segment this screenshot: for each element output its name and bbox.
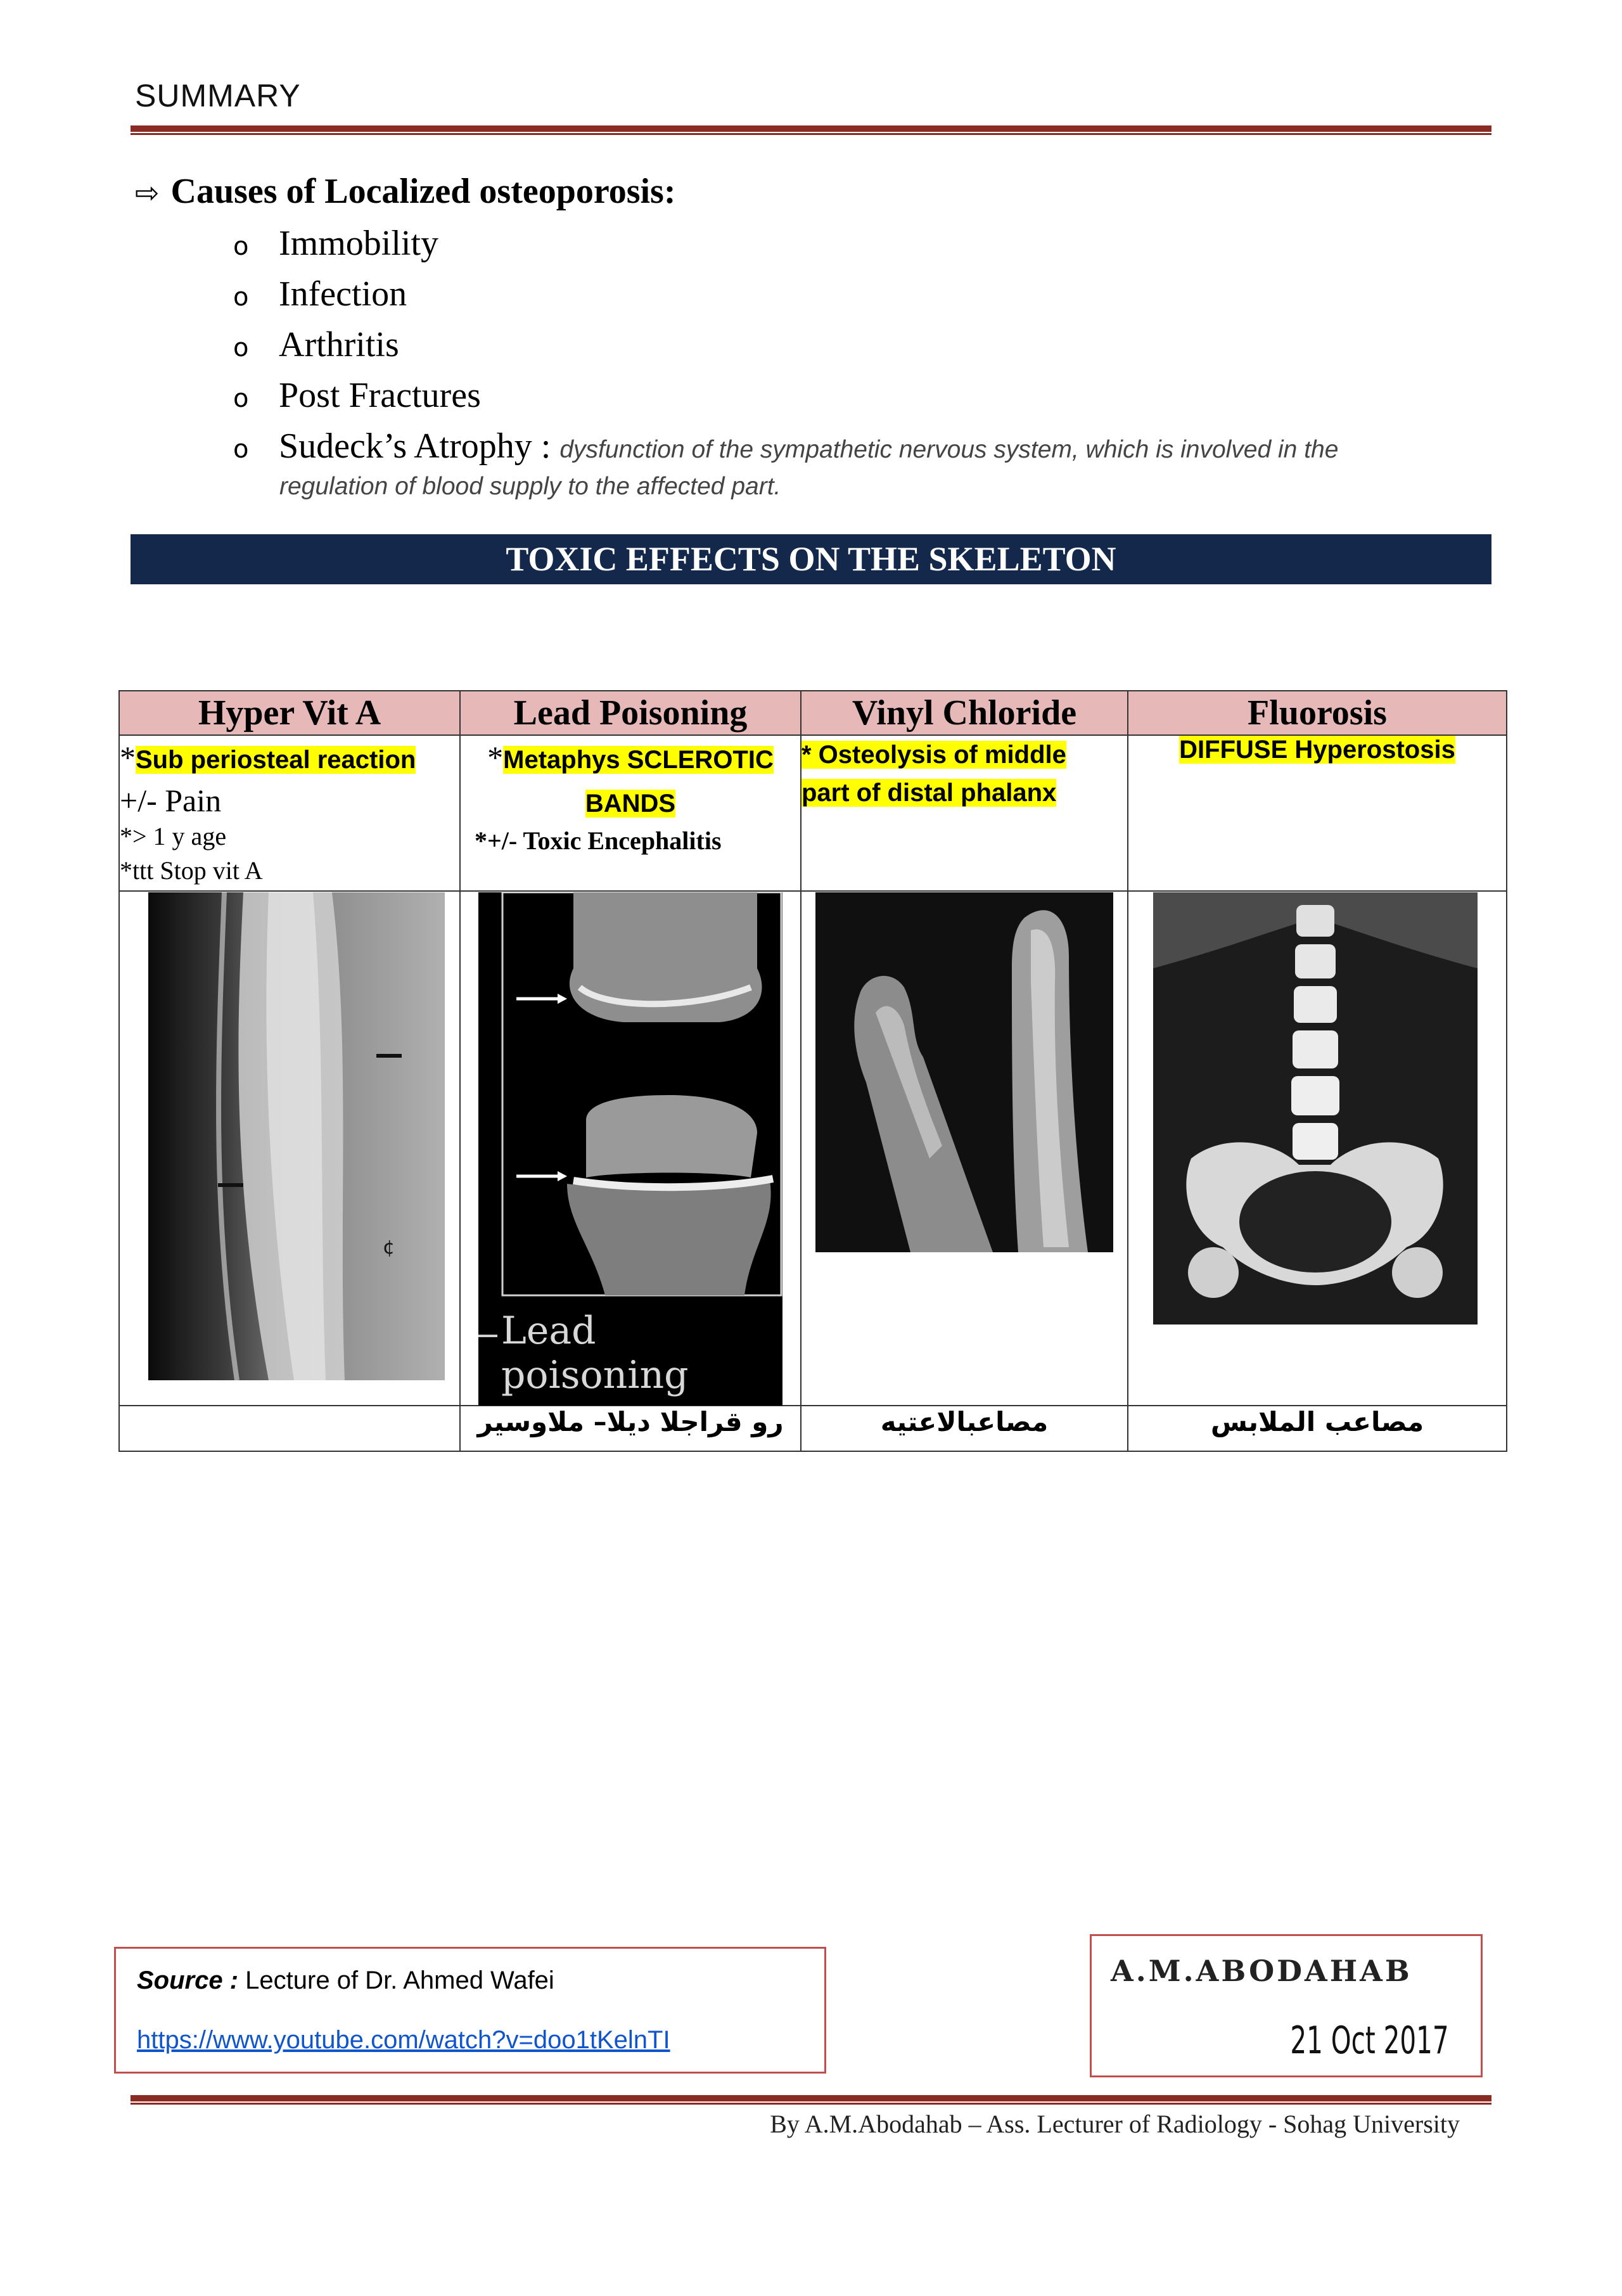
- xray-lead-poisoning: [478, 892, 782, 1406]
- cause-item: [233, 223, 438, 264]
- source-text: Lecture of Dr. Ahmed Wafei: [245, 1966, 554, 1994]
- cell-fluorosis-desc: [1128, 735, 1507, 891]
- source-box: [114, 1947, 826, 2074]
- highlight-phalanx: part of distal phalanx: [801, 779, 1057, 807]
- cause-item-text: Infection: [279, 274, 407, 314]
- sudeck-description-cont: regulation of blood supply to the affected part.: [279, 473, 781, 500]
- header-rule-thin: [131, 133, 1491, 135]
- bullet-icon: o: [233, 232, 249, 261]
- xray-vinyl-chloride: [815, 892, 1113, 1252]
- section-banner: TOXIC EFFECTS ON THE SKELETON: [131, 534, 1491, 584]
- author-box: [1090, 1934, 1483, 2077]
- asterisk: *: [487, 740, 504, 775]
- header-rule: [131, 125, 1491, 132]
- cause-item: [233, 375, 481, 416]
- lead-caption-line2: poisoning: [501, 1353, 689, 1397]
- arabic-text: مصاعب الملابس: [1210, 1406, 1424, 1437]
- source-line: [137, 1966, 554, 1995]
- highlight-osteolysis: * Osteolysis of middle: [801, 741, 1066, 769]
- source-label: Source :: [137, 1966, 239, 1994]
- bullet-icon: o: [233, 384, 249, 413]
- page-header-title: SUMMARY: [135, 78, 301, 113]
- cause-item-sudeck: [233, 426, 1338, 466]
- table-header-row: [119, 691, 1507, 735]
- encephalitis-line: *+/- Toxic Encephalitis: [475, 826, 722, 855]
- treatment-line: *ttt Stop vit A: [120, 856, 263, 885]
- header-hyper-vit-a: Hyper Vit A: [119, 691, 460, 735]
- lead-caption-line1: Lead: [501, 1309, 596, 1353]
- bullet-icon: o: [233, 333, 249, 362]
- xray-hyper-vit-a: [148, 892, 445, 1380]
- cell-arabic-2: [460, 1406, 801, 1451]
- age-line: *> 1 y age: [120, 822, 227, 850]
- header-vinyl-chloride: Vinyl Chloride: [801, 691, 1128, 735]
- cause-item-text: Post Fractures: [279, 376, 481, 415]
- causes-heading-text: Causes of Localized osteoporosis:: [170, 172, 676, 211]
- table-row-arabic: [119, 1406, 1507, 1451]
- footer-credit: By A.M.Abodahab – Ass. Lecturer of Radiology - Sohag University: [770, 2110, 1460, 2138]
- bullet-icon: o: [233, 435, 249, 464]
- causes-heading: [135, 171, 675, 212]
- arrow-right-icon: ⇨: [135, 176, 160, 210]
- header-fluorosis: Fluorosis: [1128, 691, 1507, 735]
- xray-spine-pelvis-image: [1153, 892, 1478, 1324]
- footer-rule-thin: [131, 2103, 1491, 2105]
- cause-item-text: Immobility: [279, 224, 438, 263]
- cell-arabic-3: [801, 1406, 1128, 1451]
- author-date: 21 Oct 2017: [1290, 2018, 1449, 2063]
- highlight-subperiosteal: Sub periosteal reaction: [136, 746, 416, 774]
- xray-fluorosis: [1153, 892, 1478, 1324]
- cause-item: [233, 274, 407, 314]
- sudeck-label: Sudeck’s Atrophy :: [279, 426, 551, 466]
- cause-item-text: Arthritis: [279, 325, 399, 364]
- cell-arabic-1: [119, 1406, 460, 1451]
- author-name: A.M.ABODAHAB: [1111, 1954, 1412, 1988]
- footer-rule: [131, 2095, 1491, 2101]
- bullet-icon: o: [233, 283, 249, 312]
- highlight-bands: BANDS: [585, 790, 676, 818]
- highlight-diffuse: DIFFUSE Hyperostosis: [1179, 736, 1455, 764]
- table-row-description: [119, 735, 1507, 891]
- arabic-text: رو قراجلا ديلا– ملاوسير: [477, 1406, 784, 1437]
- cell-arabic-4: [1128, 1406, 1507, 1451]
- cell-vinyl-desc: [801, 735, 1128, 891]
- cell-lead-desc: [460, 735, 801, 891]
- arabic-text: مصاعبالاعتيه: [880, 1406, 1049, 1437]
- pain-line: +/- Pain: [120, 783, 222, 818]
- header-lead-poisoning: Lead Poisoning: [460, 691, 801, 735]
- xray-phalanx-image: [815, 892, 1113, 1252]
- sudeck-description: dysfunction of the sympathetic nervous system, which is involved in the: [559, 436, 1339, 463]
- xray-knee-image: [478, 892, 782, 1406]
- cell-hyper-vit-a-desc: [119, 735, 460, 891]
- highlight-metaphys: Metaphys SCLEROTIC: [503, 746, 774, 774]
- cause-item: [233, 324, 399, 365]
- svg-text:¢: ¢: [383, 1236, 395, 1259]
- xray-femur-image: [148, 892, 445, 1380]
- source-link[interactable]: https://www.youtube.com/watch?v=doo1tKelnTI: [137, 2026, 670, 2054]
- asterisk: *: [120, 740, 136, 775]
